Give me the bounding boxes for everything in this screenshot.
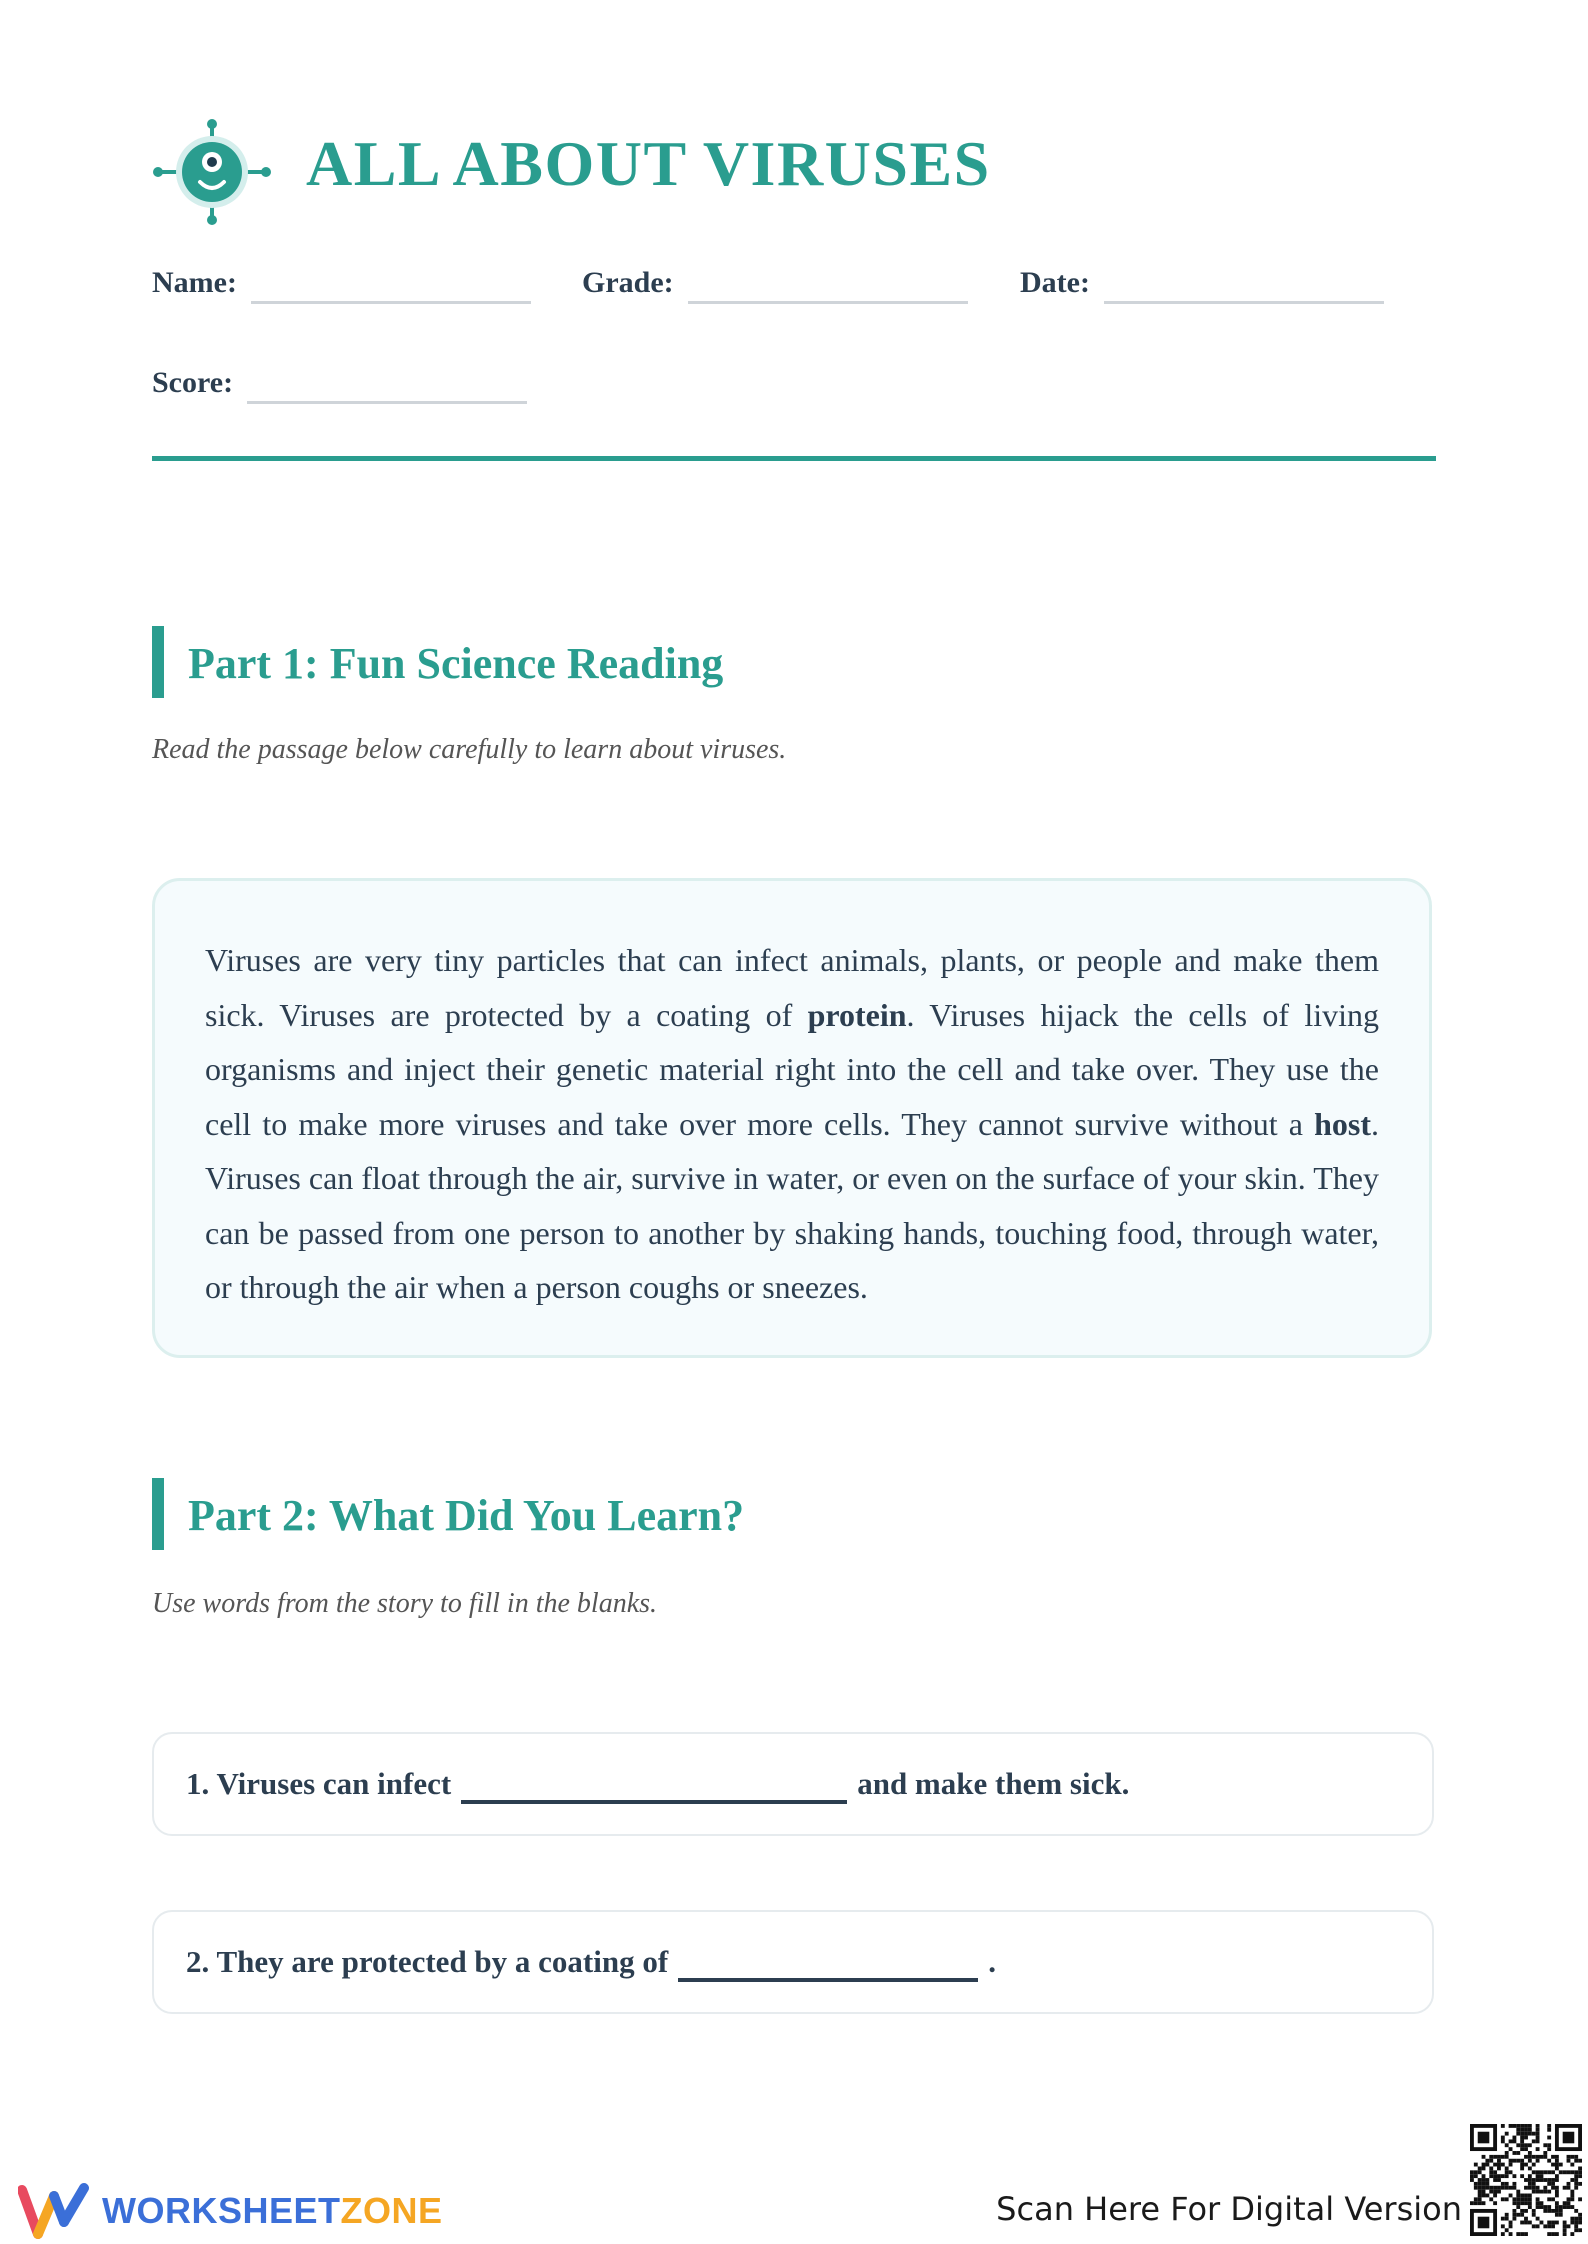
score-input-line[interactable] <box>247 399 527 404</box>
page-title: ALL ABOUT VIRUSES <box>306 128 991 199</box>
grade-label: Grade: <box>582 266 674 299</box>
part1-accent-bar <box>152 626 164 698</box>
part2-instructions: Use words from the story to fill in the blanks. <box>152 1588 658 1619</box>
question-2-text-after: . <box>988 1944 996 1979</box>
score-field <box>152 368 527 404</box>
brand-name <box>102 2190 443 2232</box>
part1-title: Part 1: Fun Science Reading <box>188 639 724 688</box>
brand-name-part2: ZONE <box>340 2190 443 2231</box>
passage-text-3: . Viruses can float through the air, survive in water, or even on the surface of your skin. They can be passed from one person to another by shaking hands, touching food, through water, or through the air when a person coughs or sneezes. <box>205 1105 1379 1305</box>
question-2-answer-blank[interactable] <box>678 1942 978 1982</box>
reading-passage <box>205 933 1379 1315</box>
brand-name-part1: WORKSHEET <box>102 2190 341 2231</box>
part2-accent-bar <box>152 1478 164 1550</box>
worksheetzone-logo-icon <box>18 2182 92 2240</box>
name-input-line[interactable] <box>251 299 531 304</box>
passage-text-2: . Viruses hijack the cells of living organisms and inject their genetic material right into the cell and take over. They use the cell to make more viruses and take over more cells. They cannot survive without a <box>205 996 1380 1142</box>
question-1-text-before: 1. Viruses can infect <box>186 1766 452 1801</box>
date-label: Date: <box>1020 266 1090 299</box>
score-label: Score: <box>152 366 234 399</box>
worksheetzone-brand[interactable] <box>18 2182 443 2240</box>
question-2-text-before: 2. They are protected by a coating of <box>186 1944 669 1979</box>
grade-input-line[interactable] <box>688 299 968 304</box>
passage-text-1: Viruses are very tiny particles that can infect animals, plants, or people and make them sick. Viruses are protected by a coating of <box>205 942 1379 1033</box>
name-label: Name: <box>152 266 237 299</box>
reading-passage-box <box>152 878 1432 1358</box>
name-field <box>152 268 531 304</box>
keyword-protein: protein <box>807 996 907 1033</box>
date-field <box>1020 268 1384 304</box>
question-1-text-after: and make them sick. <box>857 1766 1130 1801</box>
grade-field <box>582 268 968 304</box>
header-divider <box>152 456 1436 461</box>
qr-code-icon[interactable] <box>1470 2124 1582 2236</box>
keyword-host: host <box>1314 1105 1371 1142</box>
question-1 <box>152 1732 1434 1836</box>
virus-icon <box>152 116 272 228</box>
scan-instructions: Scan Here For Digital Version <box>996 2190 1462 2228</box>
question-1-answer-blank[interactable] <box>461 1764 847 1804</box>
part2-title: Part 2: What Did You Learn? <box>188 1491 745 1540</box>
question-2 <box>152 1910 1434 2014</box>
date-input-line[interactable] <box>1104 299 1384 304</box>
part1-instructions: Read the passage below carefully to learn about viruses. <box>152 734 787 765</box>
